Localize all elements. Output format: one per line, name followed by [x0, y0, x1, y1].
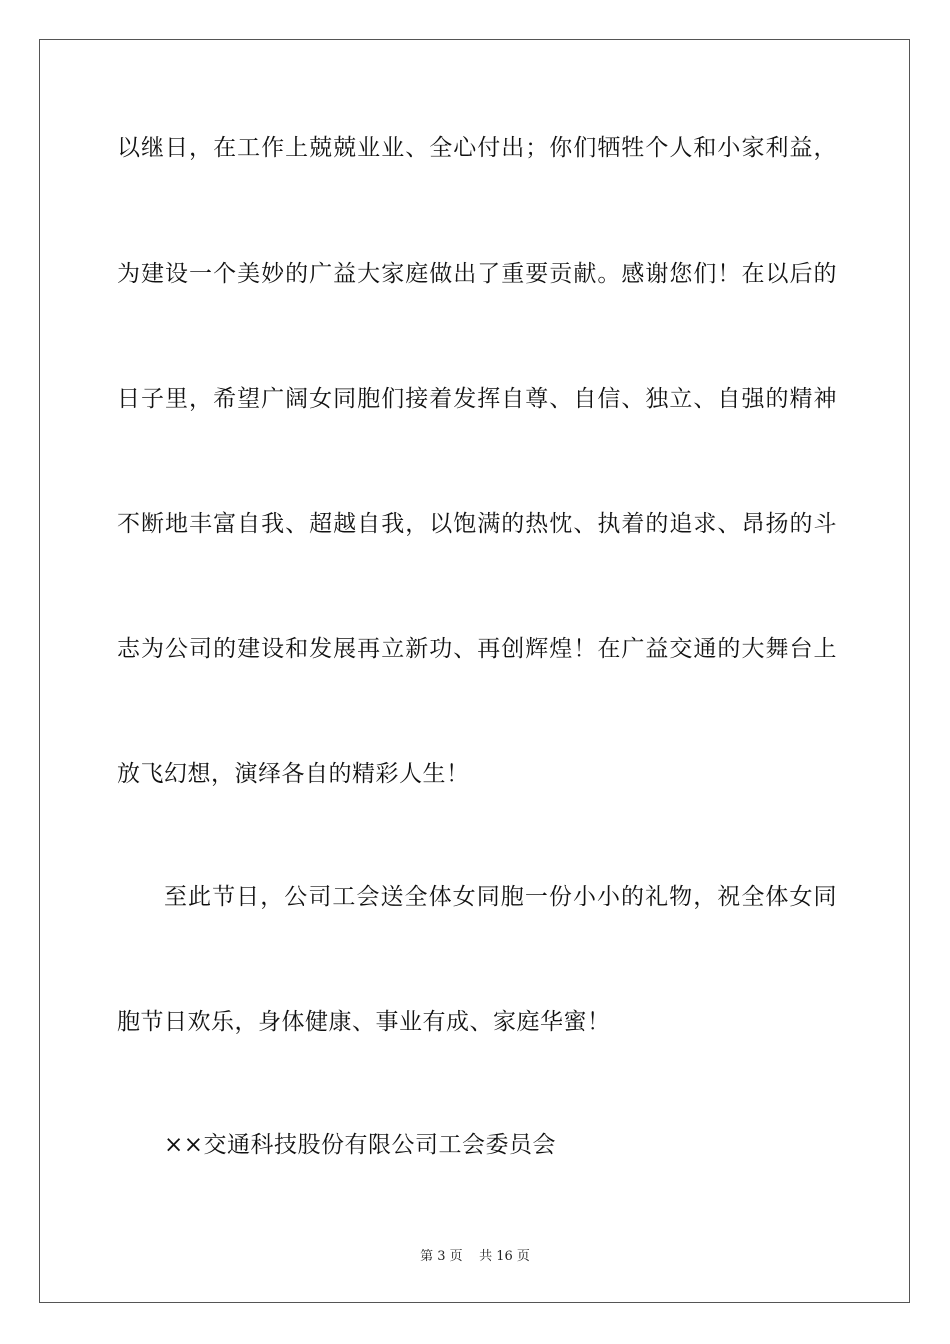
page-number-label: 第 3 页 共 16 页: [420, 1249, 530, 1264]
body-line-2: 为建设一个美妙的广益大家庭做出了重要贡献。感谢您们！在以后的: [117, 261, 837, 287]
signature-line: ××交通科技股份有限公司工会委员会: [164, 1132, 557, 1158]
body-line-3: 日子里，希望广阔女同胞们接着发挥自尊、自信、独立、自强的精神: [117, 386, 837, 412]
body-line-4: 不断地丰富自我、超越自我，以饱满的热忱、执着的追求、昂扬的斗: [117, 511, 837, 537]
blessing-line-1: 至此节日，公司工会送全体女同胞一份小小的礼物，祝全体女同: [164, 884, 837, 910]
page-footer: [0, 1249, 950, 1265]
blessing-line-2: 胞节日欢乐，身体健康、事业有成、家庭华蜜！: [117, 1009, 611, 1035]
body-line-5: 志为公司的建设和发展再立新功、再创辉煌！在广益交通的大舞台上: [117, 636, 837, 662]
body-line-6: 放飞幻想，演绎各自的精彩人生！: [117, 761, 470, 787]
body-line-1: 以继日，在工作上兢兢业业、全心付出；你们牺牲个人和小家利益，: [117, 135, 837, 161]
page-border: [39, 39, 910, 1303]
